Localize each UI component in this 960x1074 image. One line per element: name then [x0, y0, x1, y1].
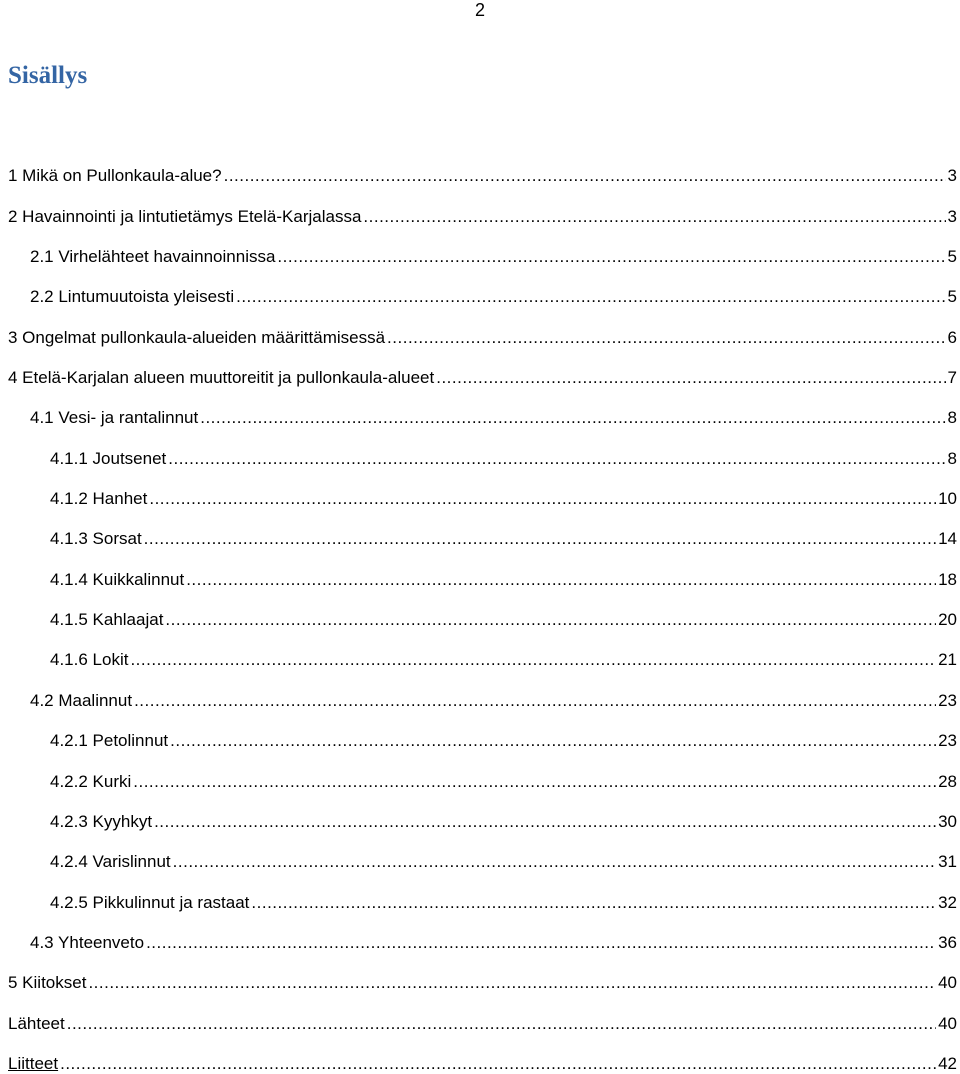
- toc-entry-label: 4 Etelä-Karjalan alueen muuttoreitit ja pullonkaula-alueet: [8, 368, 435, 388]
- toc-entry-page: 7: [947, 368, 957, 388]
- toc-entry-label: 4.2.4 Varislinnut: [50, 852, 171, 872]
- toc-entry-label: 4.1.5 Kahlaajat: [50, 610, 164, 630]
- toc-title: Sisällys: [8, 62, 88, 89]
- toc-entry-page: 30: [938, 811, 957, 831]
- toc-entry[interactable]: [0, 670, 960, 710]
- toc-entry-label: 4.1.4 Kuikkalinnut: [50, 569, 185, 589]
- dot-leader: [363, 207, 945, 227]
- dot-leader: [67, 1014, 936, 1034]
- toc-entry-page: 36: [938, 932, 957, 952]
- toc-entry-page: 10: [938, 489, 957, 509]
- toc-entry[interactable]: [0, 227, 960, 267]
- toc-entry-label: 4.2 Maalinnut: [30, 690, 133, 710]
- toc-entry-page: 8: [947, 448, 957, 468]
- toc-entry-label: Liitteet: [8, 1053, 59, 1073]
- toc-entry[interactable]: [0, 1034, 960, 1074]
- dot-leader: [170, 731, 936, 751]
- toc-entry[interactable]: [0, 307, 960, 347]
- toc-entry-label: 1 Mikä on Pullonkaula-alue?: [8, 166, 222, 186]
- toc-entry[interactable]: [0, 711, 960, 751]
- toc-entry-page: 40: [938, 1013, 957, 1033]
- toc-entry-page: 3: [947, 166, 957, 186]
- toc-entry[interactable]: [0, 186, 960, 226]
- toc-entry-page: 8: [947, 408, 957, 428]
- toc-entry-label: 4.2.1 Petolinnut: [50, 731, 169, 751]
- dot-leader: [130, 650, 936, 670]
- toc-entry-label: 5 Kiitokset: [8, 973, 87, 993]
- toc-entry-label: 4.2.3 Kyyhkyt: [50, 811, 153, 831]
- toc-entry-label: 2.1 Virhelähteet havainnoinnissa: [30, 247, 276, 267]
- dot-leader: [387, 328, 945, 348]
- toc-entry[interactable]: [0, 590, 960, 630]
- dot-leader: [88, 973, 936, 993]
- toc-entry-page: 21: [938, 650, 957, 670]
- toc-entry-page: 28: [938, 771, 957, 791]
- toc-entry-page: 23: [938, 690, 957, 710]
- dot-leader: [173, 852, 936, 872]
- dot-leader: [149, 489, 936, 509]
- toc-entry-page: 5: [947, 247, 957, 267]
- dot-leader: [144, 529, 936, 549]
- dot-leader: [146, 933, 936, 953]
- dot-leader: [236, 287, 945, 307]
- toc-entry-page: 14: [938, 529, 957, 549]
- toc-entry[interactable]: [0, 993, 960, 1033]
- toc-entry-label: 2 Havainnointi ja lintutietämys Etelä-Karjalassa: [8, 206, 362, 226]
- toc-entry-label: 4.1.1 Joutsenet: [50, 448, 167, 468]
- toc-entry[interactable]: [0, 146, 960, 186]
- toc-entry[interactable]: [0, 913, 960, 953]
- toc-entry-label: 4.1.6 Lokit: [50, 650, 129, 670]
- table-of-contents: [0, 146, 960, 1074]
- toc-entry[interactable]: [0, 792, 960, 832]
- dot-leader: [186, 570, 936, 590]
- toc-entry[interactable]: [0, 469, 960, 509]
- dot-leader: [154, 812, 936, 832]
- toc-entry[interactable]: [0, 509, 960, 549]
- toc-entry[interactable]: [0, 832, 960, 872]
- dot-leader: [224, 166, 946, 186]
- dot-leader: [60, 1054, 936, 1074]
- toc-entry-label: 4.1.3 Sorsat: [50, 529, 142, 549]
- toc-entry-label: 4.3 Yhteenveto: [30, 932, 145, 952]
- toc-entry[interactable]: [0, 348, 960, 388]
- toc-entry[interactable]: [0, 953, 960, 993]
- toc-entry-page: 6: [947, 327, 957, 347]
- toc-entry[interactable]: [0, 872, 960, 912]
- dot-leader: [251, 893, 936, 913]
- dot-leader: [165, 610, 936, 630]
- toc-entry-page: 5: [947, 287, 957, 307]
- page-number: 2: [474, 0, 485, 20]
- toc-entry[interactable]: [0, 630, 960, 670]
- dot-leader: [133, 772, 936, 792]
- toc-entry-page: 31: [938, 852, 957, 872]
- toc-entry[interactable]: [0, 428, 960, 468]
- toc-entry-page: 23: [938, 731, 957, 751]
- toc-entry[interactable]: [0, 267, 960, 307]
- toc-entry[interactable]: [0, 388, 960, 428]
- toc-entry-page: 40: [938, 973, 957, 993]
- toc-entry[interactable]: [0, 751, 960, 791]
- toc-entry-label: 4.1.2 Hanhet: [50, 489, 148, 509]
- toc-entry-label: Lähteet: [8, 1013, 65, 1033]
- toc-entry-page: 32: [938, 892, 957, 912]
- toc-entry-page: 18: [938, 569, 957, 589]
- dot-leader: [134, 691, 936, 711]
- dot-leader: [200, 408, 945, 428]
- toc-entry-label: 4.2.2 Kurki: [50, 771, 132, 791]
- dot-leader: [436, 368, 945, 388]
- toc-entry[interactable]: [0, 549, 960, 589]
- toc-entry-label: 4.1 Vesi- ja rantalinnut: [30, 408, 199, 428]
- dot-leader: [277, 247, 945, 267]
- dot-leader: [168, 449, 945, 469]
- toc-entry-label: 3 Ongelmat pullonkaula-alueiden määrittämisessä: [8, 327, 386, 347]
- toc-entry-label: 4.2.5 Pikkulinnut ja rastaat: [50, 892, 250, 912]
- toc-entry-page: 42: [938, 1053, 957, 1073]
- toc-entry-page: 3: [947, 206, 957, 226]
- toc-entry-label: 2.2 Lintumuutoista yleisesti: [30, 287, 235, 307]
- toc-entry-page: 20: [938, 610, 957, 630]
